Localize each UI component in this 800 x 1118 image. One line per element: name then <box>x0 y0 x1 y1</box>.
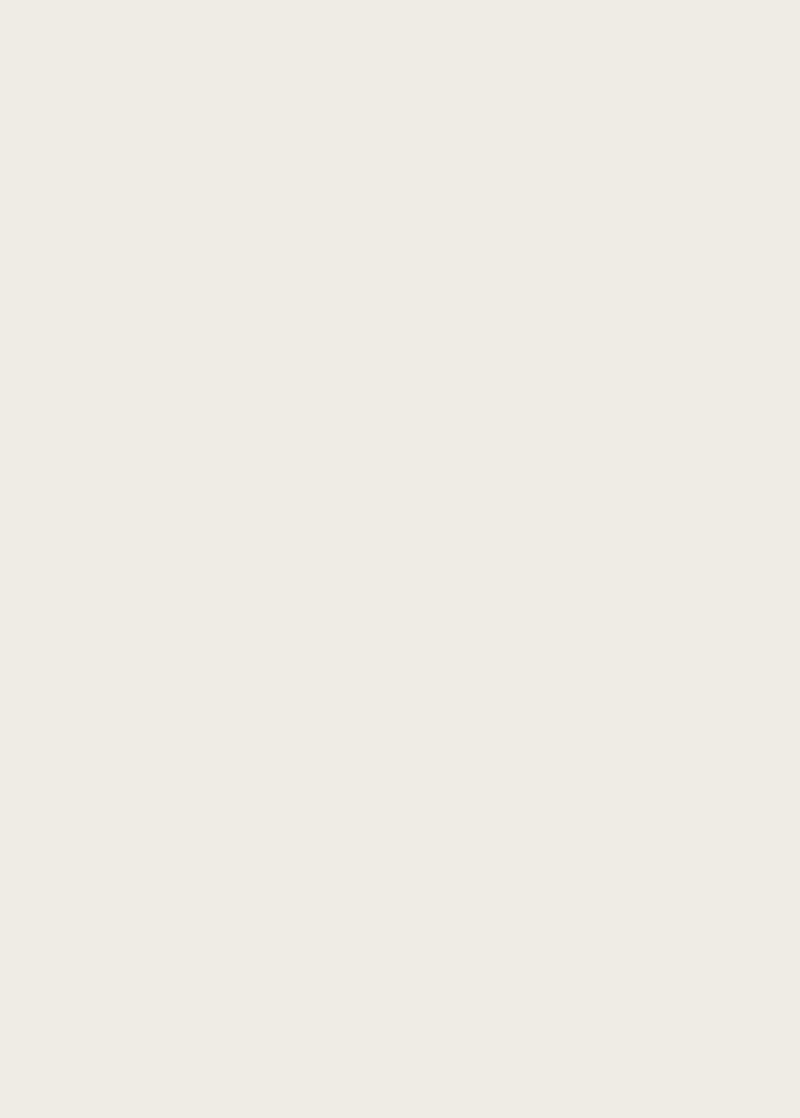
column-headers <box>0 108 800 128</box>
